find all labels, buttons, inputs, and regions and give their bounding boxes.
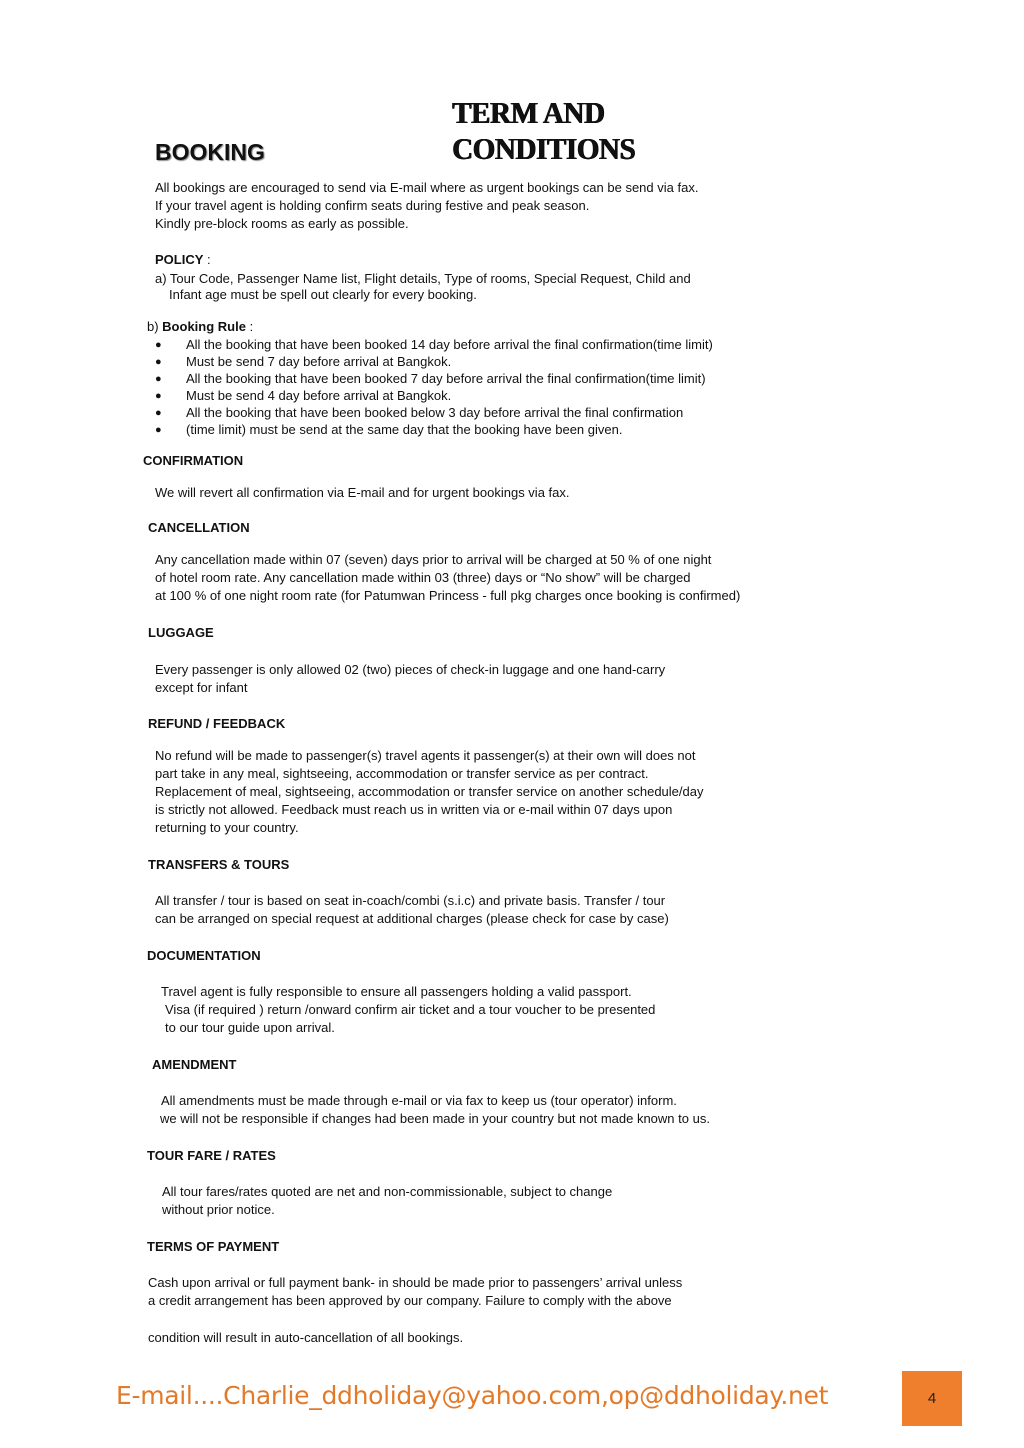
cancellation-heading: CANCELLATION xyxy=(148,520,250,535)
payment-line: Cash upon arrival or full payment bank- in should be made prior to passengers’ arrival unless xyxy=(148,1275,683,1290)
payment-line: condition will result in auto-cancellation of all bookings. xyxy=(148,1330,464,1345)
documentation-heading: DOCUMENTATION xyxy=(147,948,261,963)
booking-rule-label xyxy=(147,318,253,336)
page-number-box xyxy=(902,1371,962,1426)
rates-line: without prior notice. xyxy=(162,1202,275,1217)
documentation-line: Visa (if required ) return /onward confirm air ticket and a tour voucher to be presented xyxy=(165,1002,656,1017)
policy-label-suffix: : xyxy=(203,252,211,267)
booking-rule-item: Must be send 4 day before arrival at Bangkok. xyxy=(186,388,452,403)
transfers-heading: TRANSFERS & TOURS xyxy=(148,857,290,872)
booking-heading: BOOKING xyxy=(155,139,265,165)
amendment-heading: AMENDMENT xyxy=(152,1057,237,1072)
payment-heading: TERMS OF PAYMENT xyxy=(147,1239,280,1254)
documentation-line: to our tour guide upon arrival. xyxy=(165,1020,335,1035)
cancellation-line: of hotel room rate. Any cancellation made within 03 (three) days or “No show” will be charged xyxy=(155,570,691,585)
rates-heading: TOUR FARE / RATES xyxy=(147,1148,276,1163)
refund-line: No refund will be made to passenger(s) travel agents it passenger(s) at their own will does not xyxy=(155,748,696,763)
booking-rule-item: All the booking that have been booked 14 day before arrival the final confirmation(time limit) xyxy=(186,337,713,352)
amendment-line: All amendments must be made through e-mail or via fax to keep us (tour operator) inform. xyxy=(161,1093,677,1108)
booking-intro-line: All bookings are encouraged to send via E-mail where as urgent bookings can be send via fax. xyxy=(155,180,699,195)
booking-rule-item: All the booking that have been booked below 3 day before arrival the final confirmation xyxy=(186,405,684,420)
transfers-line: All transfer / tour is based on seat in-coach/combi (s.i.c) and private basis. Transfer / tour xyxy=(155,893,666,908)
refund-line: Replacement of meal, sightseeing, accommodation or transfer service on another schedule/day xyxy=(155,784,704,799)
bullet-icon: ● xyxy=(155,373,162,385)
payment-line: a credit arrangement has been approved by our company. Failure to comply with the above xyxy=(148,1293,672,1308)
booking-rule-suffix: : xyxy=(245,319,254,334)
luggage-heading: LUGGAGE xyxy=(148,625,214,640)
bullet-icon: ● xyxy=(155,356,162,368)
luggage-line: except for infant xyxy=(155,680,248,695)
booking-intro-line: If your travel agent is holding confirm seats during festive and peak season. xyxy=(155,198,590,213)
policy-a-line: Infant age must be spell out clearly for every booking. xyxy=(169,287,477,302)
transfers-line: can be arranged on special request at additional charges (please check for case by case) xyxy=(155,911,669,926)
policy-label xyxy=(155,251,211,269)
luggage-line: Every passenger is only allowed 02 (two) pieces of check-in luggage and one hand-carry xyxy=(155,662,666,677)
documentation-line: Travel agent is fully responsible to ensure all passengers holding a valid passport. xyxy=(161,984,632,999)
page-number: 4 xyxy=(927,1390,937,1407)
cancellation-line: Any cancellation made within 07 (seven) days prior to arrival will be charged at 50 % of one night xyxy=(155,552,712,567)
bullet-icon: ● xyxy=(155,407,162,419)
refund-line: is strictly not allowed. Feedback must reach us in written via or e-mail within 07 days upon xyxy=(155,802,673,817)
booking-rule-item: (time limit) must be send at the same day that the booking have been given. xyxy=(186,422,623,437)
booking-rule-item: All the booking that have been booked 7 day before arrival the final confirmation(time limit) xyxy=(186,371,706,386)
booking-rule-prefix: b) xyxy=(147,319,163,334)
refund-heading: REFUND / FEEDBACK xyxy=(148,716,286,731)
amendment-line: we will not be responsible if changes had been made in your country but not made known to us. xyxy=(160,1111,710,1126)
bullet-icon: ● xyxy=(155,424,162,436)
bullet-icon: ● xyxy=(155,339,162,351)
policy-a-line: a) Tour Code, Passenger Name list, Flight details, Type of rooms, Special Request, Child and xyxy=(155,271,691,286)
refund-line: returning to your country. xyxy=(155,820,299,835)
page-title: TERM AND CONDITIONS xyxy=(452,95,636,166)
bullet-icon: ● xyxy=(155,390,162,402)
footer-email: E-mail....Charlie_ddholiday@yahoo.com,op@ddholiday.net xyxy=(116,1381,829,1410)
booking-rule-label-text: Booking Rule xyxy=(162,319,246,334)
booking-rule-item: Must be send 7 day before arrival at Bangkok. xyxy=(186,354,452,369)
policy-label-text: POLICY xyxy=(155,252,204,267)
confirmation-line: We will revert all confirmation via E-mail and for urgent bookings via fax. xyxy=(155,485,570,500)
rates-line: All tour fares/rates quoted are net and non-commissionable, subject to change xyxy=(162,1184,613,1199)
refund-line: part take in any meal, sightseeing, accommodation or transfer service as per contract. xyxy=(155,766,649,781)
confirmation-heading: CONFIRMATION xyxy=(143,453,244,468)
booking-intro-line: Kindly pre-block rooms as early as possible. xyxy=(155,216,409,231)
cancellation-line: at 100 % of one night room rate (for Patumwan Princess - full pkg charges once booking is confirmed) xyxy=(155,588,741,603)
